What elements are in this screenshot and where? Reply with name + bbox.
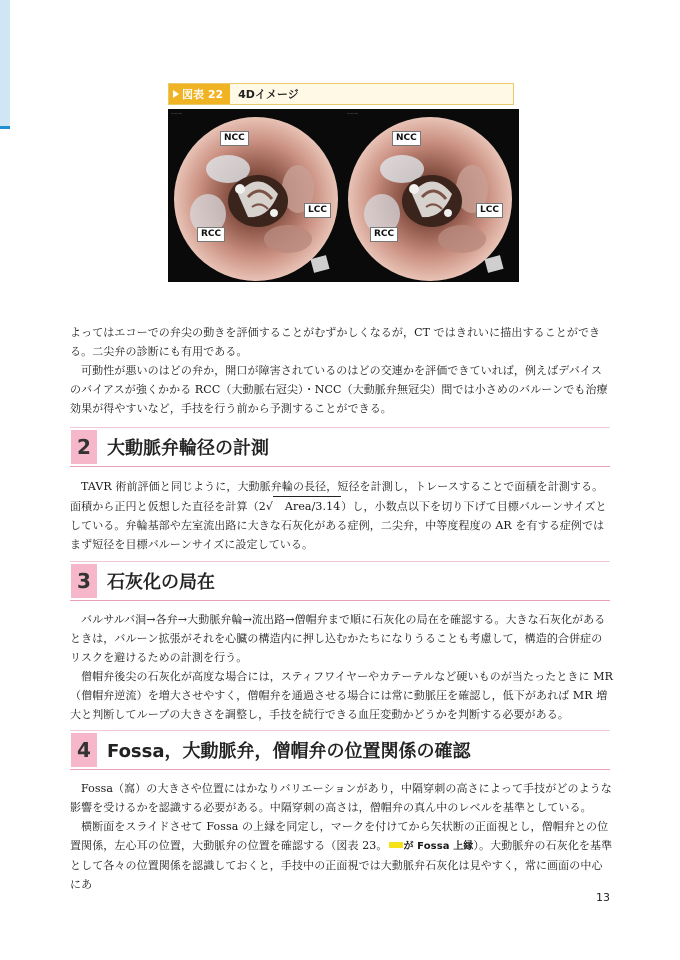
paragraph: 可動性が悪いのはどの弁か，開口が障害されているのはどの交連かを評価できていれば，例えばデバイスのバイアスが強くかかる RCC（大動脈右冠尖）・NCC（大動脈弁無冠尖）間では小さめのバルーンでも治療効果が得やすいなど，手技を行う前から予測することができる。: [70, 364, 608, 415]
figure-title: 4Dイメージ: [238, 88, 299, 101]
paragraph: バルサルバ洞→各弁→大動脈弁輪→流出路→僧帽弁まで順に石灰化の局在を確認する。大きな石灰化があるときは，バルーン拡張がそれを心臓の構造内に押し込むかたちになりうることも考慮して，構造的合併症のリスクを避けるための計測を行う。: [70, 613, 606, 664]
label-lcc-right: LCC: [476, 203, 503, 218]
ct-panel-right: [344, 109, 519, 282]
paragraph: よってはエコーでの弁尖の動きを評価することがむずかしくなるが，CT ではきれいに描出することができる。二尖弁の診断にも有用である。: [70, 326, 601, 358]
label-rcc-right: RCC: [370, 227, 398, 242]
paragraph: Fossa（窩）の大きさや位置にはかなりバリエーションがあり，中隔穿刺の高さによって手技がどのような影響を受けるかを認識する必要がある。中隔穿刺の高さは，僧帽弁の真ん中のレベルを基準としている。: [70, 782, 612, 814]
sqrt-icon: √: [265, 500, 273, 513]
label-ncc-left: NCC: [220, 131, 249, 146]
label-lcc-left: LCC: [304, 203, 331, 218]
section-3-text: [70, 610, 613, 724]
paragraph: TAVR 術前評価と同じように，大動脈弁輪の長径，短径を計測し，トレースすることで面積を計測する。面積から正円と仮想した直径を計算（2√ Area/3.14）し，小数点以下を切り下げて目標バルーンサイズとしている。弁輪基部や左室流出路に大きな石灰化がある症例，二尖弁，中等度程度の AR を有する症例ではまず短径を目標バルーンサイズに設定している。: [70, 480, 607, 551]
intro-text: [70, 323, 613, 418]
label-rcc-left: RCC: [197, 227, 225, 242]
ct-overlay-text: ·········: [347, 111, 359, 116]
ct-panel-left: [168, 109, 343, 282]
section-2-text: [70, 477, 613, 554]
section-number: 4: [71, 733, 97, 767]
label-ncc-right: NCC: [392, 131, 421, 146]
figure-tag: 図表 22: [169, 84, 230, 104]
formula: Area/3.14: [273, 496, 341, 516]
triangle-icon: [173, 90, 179, 98]
section-title: Fossa，大動脈弁，僧帽弁の位置関係の確認: [107, 741, 471, 762]
ct-overlay-text: ·········: [171, 111, 183, 116]
section-title: 大動脈弁輪径の計測: [107, 438, 269, 459]
paragraph: 僧帽弁後尖の石灰化が高度な場合には，スティフワイヤーやカテーテルなど硬いものが当たったときに MR（僧帽弁逆流）を増大させやすく，僧帽弁を通過させる場合には常に動脈圧を確認し，低下があれば MR 増大と判断してループの大きさを調整し，手技を続行できる血圧変動かどうかを判断する必要がある。: [70, 670, 613, 721]
section-title: 石灰化の局在: [107, 572, 215, 593]
section-number: 2: [71, 430, 97, 464]
page-edge-line: [0, 126, 10, 129]
page-number: 13: [596, 891, 610, 904]
section-heading-2: [70, 427, 610, 467]
section-number: 3: [71, 564, 97, 598]
page-edge-tab: [0, 0, 10, 128]
figure-header: [168, 83, 514, 105]
section-heading-3: [70, 561, 610, 601]
section-heading-4: [70, 730, 610, 770]
section-4-text: [70, 779, 613, 894]
yellow-arrow-icon: [389, 842, 403, 848]
paragraph: 横断面をスライドさせて Fossa の上縁を同定し，マークを付けてから矢状断の正面視とし，僧帽弁との位置関係，左心耳の位置，大動脈弁の位置を確認する（図表 23。 が Fossa 上縁）。大動脈弁の石灰化を基準として各々の位置関係を認識しておくと，手技中の正面視では大動脈弁石灰化は見やすく，常に画面の中心にあ: [70, 820, 613, 891]
ct-4d-image: [168, 109, 519, 282]
